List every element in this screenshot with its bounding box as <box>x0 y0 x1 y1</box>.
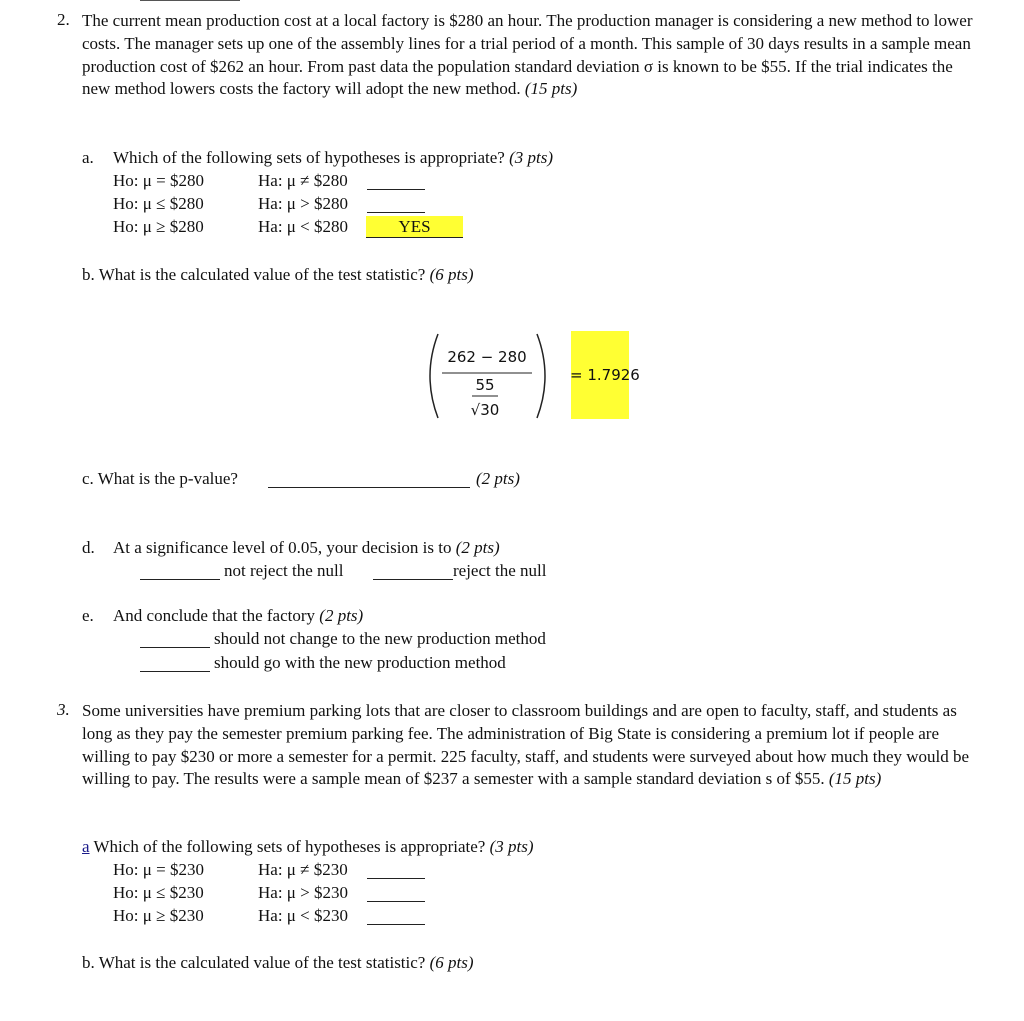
q3a-points: (3 pts) <box>489 837 534 856</box>
q2e-blank-1[interactable] <box>140 632 210 648</box>
q2-points: (15 pts) <box>524 79 578 99</box>
formula-left-paren <box>430 334 438 418</box>
q3-number: 3. <box>57 700 70 719</box>
q2e-option-1: should not change to the new production method <box>214 629 546 648</box>
q2d-blank-2[interactable] <box>373 564 453 580</box>
q3a-answer-blank-3[interactable] <box>367 909 425 925</box>
q2d-option-1: not reject the null <box>224 561 344 580</box>
q3-points: (15 pts) <box>828 769 882 789</box>
q2-prompt <box>82 10 982 101</box>
q2a-label: a. <box>82 148 94 167</box>
q2-text: The current mean production cost at a local factory is $280 an hour. The production manager is considering a new method to lower costs. The manager sets up one of the assembly lines for a trial period of a month. This sample of 30 days results in a sample mean production cost of $262 an hour. From past data the population standard deviation σ is known to be $55. If the trial indicates the new method lowers costs the factory will adopt the new method. <box>82 11 973 99</box>
q2c-answer-blank[interactable] <box>268 472 470 488</box>
q2d-question <box>113 538 500 558</box>
q2a-answer-blank-2[interactable] <box>367 197 425 213</box>
q3b-points: (6 pts) <box>429 953 474 972</box>
formula-denominator-top: 55 <box>475 376 495 394</box>
q3-prompt <box>82 700 982 791</box>
q2e-label: e. <box>82 606 94 625</box>
q2a-answer-blank-1[interactable] <box>367 174 425 190</box>
q2a-points: (3 pts) <box>509 148 554 167</box>
q2a-question <box>113 148 553 168</box>
q3a-ha-3: Ha: μ < $230 <box>258 906 348 925</box>
q3a-label: a <box>82 837 90 856</box>
formula-right-paren <box>537 334 545 418</box>
q2b-question <box>82 265 474 285</box>
formula-numerator: 262 − 280 <box>447 348 527 366</box>
q2a-answer-yes[interactable]: YES <box>366 216 463 238</box>
q2a-ho-1: Ho: μ = $280 <box>113 171 204 190</box>
q2d-question-text: At a significance level of 0.05, your decision is to <box>113 538 452 557</box>
q2a-ho-2: Ho: μ ≤ $280 <box>113 194 204 213</box>
q3b-question-text: b. What is the calculated value of the test statistic? <box>82 953 426 972</box>
q3b-question <box>82 953 474 973</box>
q3a-line <box>82 837 534 857</box>
q3-text: Some universities have premium parking lots that are closer to classroom buildings and are open to faculty, staff, and students as long as they pay the semester premium parking fee. The administration of Big State is considering a premium lot if people are willing to pay $230 or more a semester for a permit. 225 faculty, staff, and students were surveyed about how much they would be willing to pay. The results were a sample mean of $237 a semester with a sample standard deviation s of $55. <box>82 701 970 789</box>
q2b-question-text: b. What is the calculated value of the test statistic? <box>82 265 426 284</box>
q2a-ha-3: Ha: μ < $280 <box>258 217 348 236</box>
top-fragment-rule <box>140 0 240 2</box>
q3a-answer-blank-1[interactable] <box>367 863 425 879</box>
q3a-ha-1: Ha: μ ≠ $230 <box>258 860 348 879</box>
q3a-ha-2: Ha: μ > $230 <box>258 883 348 902</box>
q2a-ha-2: Ha: μ > $280 <box>258 194 348 213</box>
q3a-answer-blank-2[interactable] <box>367 886 425 902</box>
q2e-blank-2[interactable] <box>140 656 210 672</box>
formula-denominator-bottom: √30 <box>470 401 500 419</box>
q2e-question <box>113 606 363 626</box>
q2a-question-text: Which of the following sets of hypotheses is appropriate? <box>113 148 505 167</box>
q2e-question-text: And conclude that the factory <box>113 606 316 625</box>
q2d-option-2: reject the null <box>453 561 547 580</box>
q3a-ho-1: Ho: μ = $230 <box>113 860 204 879</box>
q2a-ho-3: Ho: μ ≥ $280 <box>113 217 204 236</box>
q2c-question: c. What is the p-value? <box>82 469 238 488</box>
q2d-blank-1[interactable] <box>140 564 220 580</box>
q2b-points: (6 pts) <box>429 265 474 284</box>
q3a-question: Which of the following sets of hypotheses is appropriate? <box>93 837 486 856</box>
formula-result: = 1.7926 <box>570 366 640 384</box>
q2c-points: (2 pts) <box>476 469 520 488</box>
q2a-ha-1: Ha: μ ≠ $280 <box>258 171 348 190</box>
q3a-ho-2: Ho: μ ≤ $230 <box>113 883 204 902</box>
q3a-ho-3: Ho: μ ≥ $230 <box>113 906 204 925</box>
q2d-label: d. <box>82 538 95 557</box>
q2-number: 2. <box>57 10 70 29</box>
q2d-points: (2 pts) <box>455 538 500 557</box>
q2e-option-2: should go with the new production method <box>214 653 506 672</box>
q2b-formula <box>420 330 650 425</box>
q2e-points: (2 pts) <box>319 606 364 625</box>
